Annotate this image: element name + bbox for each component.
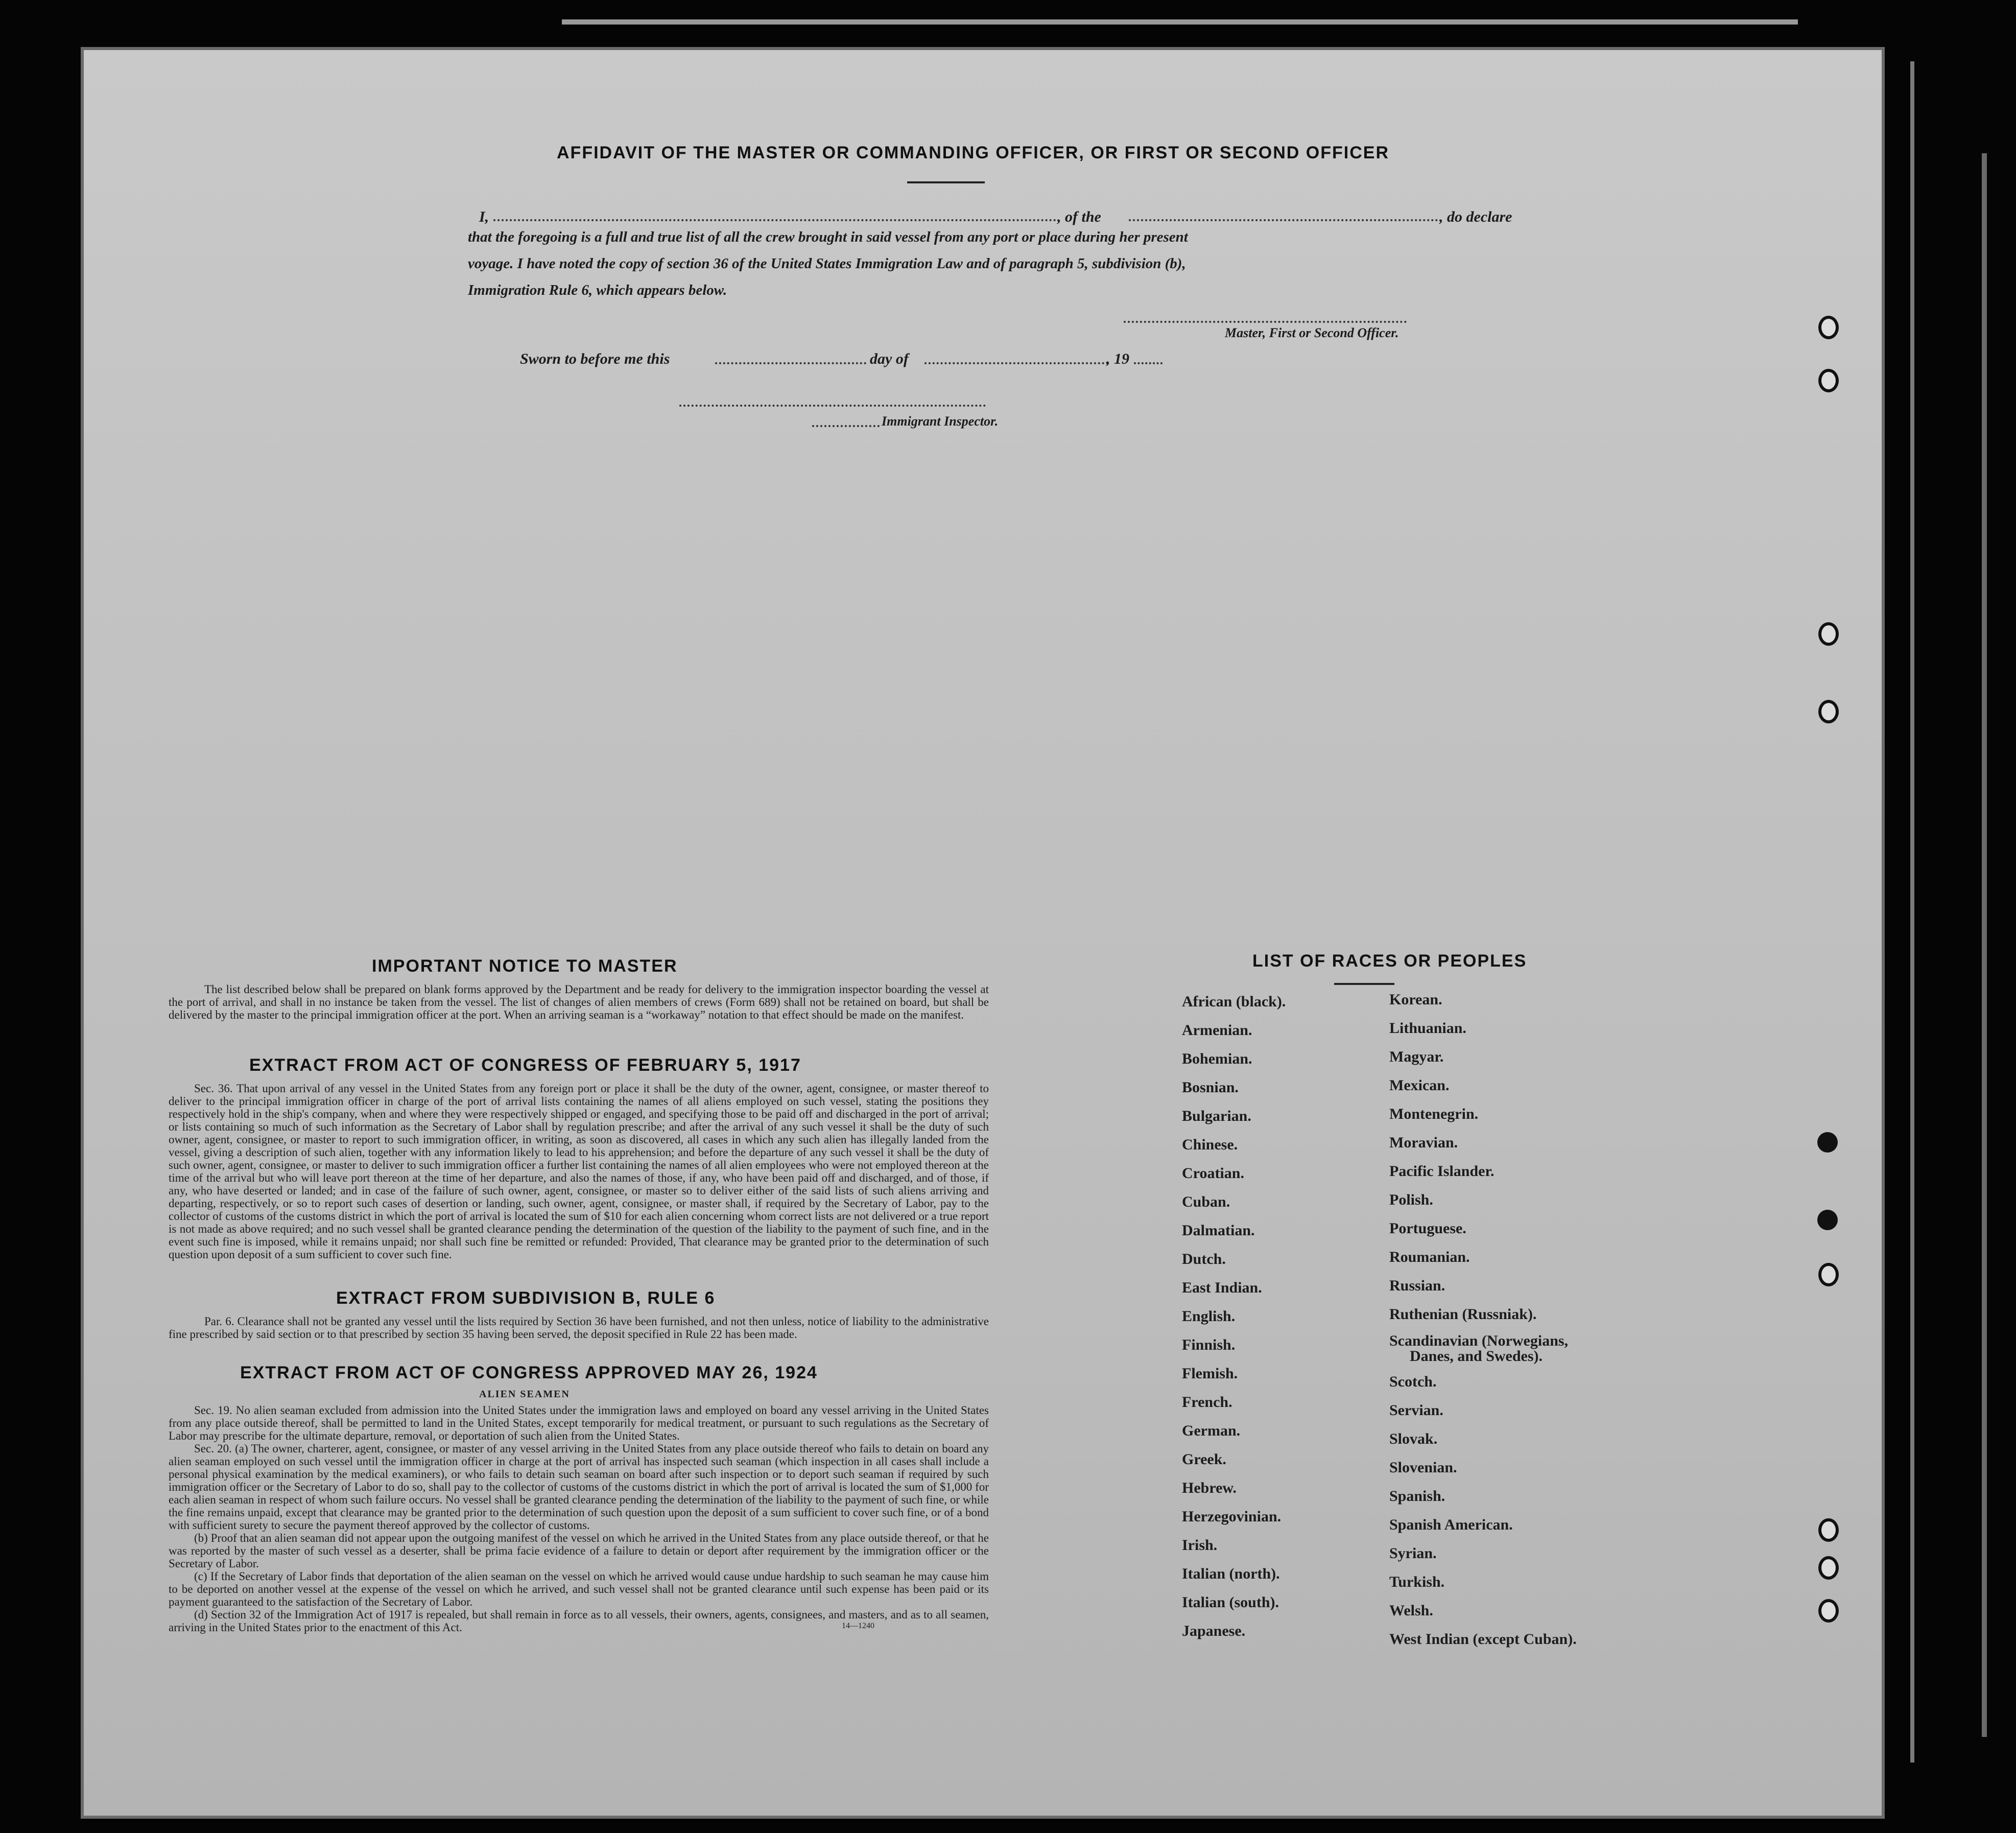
race-item: Scandinavian (Norwegians, <box>1389 1332 1569 1349</box>
race-item: Russian. <box>1389 1277 1445 1294</box>
race-item: Slovak. <box>1389 1430 1438 1447</box>
bleed-through-header <box>1521 124 1528 152</box>
extract-1924-sec20d: (d) Section 32 of the Immigration Act of 1917 is repealed, but shall remain in force as to all vessels, their owners, agents, consignees, and masters, and as to all seamen, arriving in the United States prior to the enactment of this Act. <box>169 1608 989 1634</box>
race-item: Irish. <box>1182 1537 1218 1554</box>
race-item: Herzegovinian. <box>1182 1508 1282 1525</box>
affidavit-name-blank[interactable] <box>493 219 1056 221</box>
binder-hole <box>1818 1518 1839 1542</box>
extract-1917-text: Sec. 36. That upon arrival of any vessel in the United States from any foreign port or place it shall be the duty of the owner, agent, consignee, or master thereof to deliver to the principal immigration officer in charge of the port of arrival lists containing the names of all aliens employed on such vessel, stating the positions they respectively hold in the ship's company, when and where they were respectively shipped or engaged, and specifying those to be paid off and discharged in the port of arrival; or lists containing so much of such information as the Secretary of Labor shall by regulation prescribe; and after the arrival of any such vessel it shall be the duty of such owner, agent, consignee, or master to report to such immigration officer, in writing, as soon as discovered, all cases in which any such alien has illegally landed from the vessel, giving a description of such alien, together with any information likely to lead to his apprehension; and before the departure of any such vessel it shall be the duty of such owner, agent, consignee, or master to deliver to such immigration officer a further list containing the names of all alien employees who were not employed thereon at the time of the arrival but who will leave port thereon at the time of her departure, and also the names of those, if any, who have been paid off and discharged, and of those, if any, who have deserted or landed; and in case of the failure of such owner, agent, consignee, or master so to deliver either of the said lists of such aliens arriving and departing, respectively, or so to report such cases of desertion or landing, such owner, agent, consignee, or master shall, if required by the Secretary of Labor, pay to the collector of customs of the customs district in which the port of arrival is located the sum of $10 for each alien concerning whom correct lists are not delivered or a true report is not made as above required; and no such vessel shall be granted clearance pending the determination of the question of the liability to the payment of such fine, and in the event such fine is imposed, while it remains unpaid; nor shall such fine be remitted or refunded: Provided, That clearance may be granted prior to the determination of such question upon deposit of a sum sufficient to cover such fine. <box>169 1082 989 1261</box>
race-item: Korean. <box>1389 991 1442 1008</box>
races-left-column <box>1182 993 1396 1708</box>
race-item: Ruthenian (Russniak). <box>1389 1306 1537 1323</box>
binder-hole <box>1818 1263 1839 1286</box>
punch-mark <box>1817 1132 1838 1153</box>
races-title-rule <box>1334 983 1394 985</box>
race-item: English. <box>1182 1308 1236 1325</box>
extract-1924-subtitle: ALIEN SEAMEN <box>479 1389 570 1400</box>
race-item: Polish. <box>1389 1191 1433 1208</box>
race-item: Flemish. <box>1182 1365 1238 1382</box>
race-item: African (black). <box>1182 993 1286 1010</box>
race-item: Dalmatian. <box>1182 1222 1255 1239</box>
race-item: Lithuanian. <box>1389 1020 1466 1037</box>
race-item-continuation: Danes, and Swedes). <box>1410 1348 1543 1365</box>
inspector-prefix-blank <box>812 425 880 427</box>
signature-label: Master, First or Second Officer. <box>1225 325 1399 340</box>
races-title: LIST OF RACES OR PEOPLES <box>1252 951 1527 971</box>
frame-edge-right <box>1910 61 1914 1763</box>
day-of-label: day of <box>870 350 909 367</box>
binder-hole <box>1818 700 1839 723</box>
race-item: Welsh. <box>1389 1602 1433 1619</box>
race-item: Spanish American. <box>1389 1516 1513 1533</box>
affidavit-of-the-label: , of the <box>1057 208 1101 225</box>
sworn-year-blank[interactable] <box>1134 362 1163 364</box>
year-prefix-label: , 19 <box>1106 350 1129 367</box>
extract-1924-sec19: Sec. 19. No alien seaman excluded from admission into the United States under the immigration laws and employed on board any vessel arriving in the United States from any place outside thereof, shall be permitted to land in the United States, except temporarily for medical treatment, or pursuant to such regulations as the Secretary of Labor may prescribe for the ultimate departure, removal, or deportation of such alien from the United States. <box>169 1404 989 1442</box>
inspector-label: Immigrant Inspector. <box>882 414 999 429</box>
race-item: Chinese. <box>1182 1136 1238 1153</box>
binder-hole <box>1818 369 1839 392</box>
extract-rule6-title: EXTRACT FROM SUBDIVISION B, RULE 6 <box>336 1288 716 1308</box>
affidavit-declaration-line-2: voyage. I have noted the copy of section 36 of the United States Immigration Law and of paragraph 5, subdivision (b), <box>468 255 1186 272</box>
binder-hole <box>1818 316 1839 339</box>
race-item: Turkish. <box>1389 1573 1445 1590</box>
affidavit-declaration-line-3: Immigration Rule 6, which appears below. <box>468 282 727 298</box>
race-item: Armenian. <box>1182 1022 1252 1039</box>
extract-1924-title: EXTRACT FROM ACT OF CONGRESS APPROVED MAY 26, 1924 <box>240 1363 818 1382</box>
inspector-signature-blank[interactable] <box>679 405 986 407</box>
extract-rule6-text: Par. 6. Clearance shall not be granted any vessel until the lists required by Section 36 have been furnished, and not then unless, notice of liability to the administrative fine prescribed by said section or to that prescribed by section 35 having been served, the deposit specified in Rule 22 has been made. <box>169 1315 989 1341</box>
race-item: Roumanian. <box>1389 1249 1470 1265</box>
race-item: French. <box>1182 1394 1232 1411</box>
race-item: Bosnian. <box>1182 1079 1239 1096</box>
race-item: German. <box>1182 1422 1241 1439</box>
race-item: Japanese. <box>1182 1623 1246 1639</box>
race-item: Hebrew. <box>1182 1479 1237 1496</box>
race-item: Moravian. <box>1389 1134 1458 1151</box>
race-item: Spanish. <box>1389 1488 1445 1505</box>
race-item: Montenegrin. <box>1389 1106 1479 1122</box>
race-item: Bohemian. <box>1182 1050 1252 1067</box>
affidavit-vessel-blank[interactable] <box>1129 219 1438 221</box>
affidavit-title: AFFIDAVIT OF THE MASTER OR COMMANDING OFFICER, OR FIRST OR SECOND OFFICER <box>557 143 1389 162</box>
extract-1924-text <box>169 1404 989 1634</box>
race-item: Servian. <box>1389 1402 1443 1419</box>
signature-blank[interactable] <box>1124 321 1407 323</box>
race-item: Dutch. <box>1182 1251 1226 1267</box>
race-item: Cuban. <box>1182 1193 1230 1210</box>
race-item: Mexican. <box>1389 1077 1450 1094</box>
races-right-column <box>1389 991 1675 1711</box>
sworn-month-blank[interactable] <box>924 362 1108 364</box>
race-item: East Indian. <box>1182 1279 1262 1296</box>
race-item: Portuguese. <box>1389 1220 1466 1237</box>
notice-text: The list described below shall be prepared on blank forms approved by the Department and be ready for delivery to the immigration inspector boarding the vessel at the port of arrival, and shall in no instance be taken from the vessel. The list of changes of alien members of crews (Form 689) shall not be retained on board, but shall be delivered by the master to the principal immigration officer at the port. When an arriving seaman is a “workaway” notation to that effect should be made on the manifest. <box>169 983 989 1021</box>
race-item: Slovenian. <box>1389 1459 1457 1476</box>
sworn-day-blank[interactable] <box>715 362 866 364</box>
extract-1924-sec20a: Sec. 20. (a) The owner, charterer, agent, consignee, or master of any vessel arriving in the United States from any place outside thereof who fails to detain on board any alien seaman employed on such vessel until the immigration officer in charge at the port of arrival has inspected such seaman (which inspection in all cases shall include a personal physical examination by the medical examiners), or who fails to detain such seaman on board after such inspection or to deport such seaman if required by such immigration officer or the Secretary of Labor to do so, shall pay to the collector of customs of the customs district in which the port of arrival is located the sum of $1,000 for each alien seaman in respect of whom such failure occurs. No vessel shall be granted clearance pending the determination of the liability to the payment of such fine, or while the fine remains unpaid, except that clearance may be granted prior to the determination of such question upon the deposit of a sum sufficient to cover such fine, or of a bond with sufficient surety to secure the payment thereof approved by the collector of customs. <box>169 1442 989 1532</box>
race-item: West Indian (except Cuban). <box>1389 1631 1577 1648</box>
extract-1924-sec20b: (b) Proof that an alien seaman did not appear upon the outgoing manifest of the vessel on which he arrived in the United States from any place outside thereof, or that he was reported by the master of such vessel as a deserter, shall be prima facie evidence of a failure to detain or deport after requirement by the immigration officer or the Secretary of Labor. <box>169 1532 989 1570</box>
form-number: 14—1240 <box>842 1622 874 1630</box>
binder-hole <box>1818 1556 1839 1580</box>
binder-hole <box>1818 622 1839 646</box>
race-item: Syrian. <box>1389 1545 1437 1562</box>
extract-1917-title: EXTRACT FROM ACT OF CONGRESS OF FEBRUARY 5, 1917 <box>249 1055 801 1075</box>
frame-edge-far-right <box>1982 153 1987 1737</box>
affidavit-i-label: I, <box>479 208 489 225</box>
race-item: Greek. <box>1182 1451 1226 1468</box>
extract-1924-sec20c: (c) If the Secretary of Labor finds that deportation of the alien seaman on the vessel on which he arrived would cause undue hardship to such seaman he may cause him to be deported on another vessel at the expense of the vessel on which he arrived, and such vessel shall not be granted clearance until such expense has been paid or its payment guaranteed to the satisfaction of the Secretary of Labor. <box>169 1570 989 1608</box>
race-item: Magyar. <box>1389 1048 1444 1065</box>
affidavit-declaration-line-1: that the foregoing is a full and true list of all the crew brought in said vessel from any port or place during her present <box>468 229 1188 245</box>
affidavit-title-rule <box>907 181 985 183</box>
race-item: Scotch. <box>1389 1373 1437 1390</box>
notice-title: IMPORTANT NOTICE TO MASTER <box>372 956 678 976</box>
race-item: Pacific Islander. <box>1389 1163 1495 1180</box>
binder-hole <box>1818 1599 1839 1623</box>
sworn-label: Sworn to before me this <box>520 350 670 367</box>
race-item: Bulgarian. <box>1182 1108 1251 1124</box>
frame-edge-top <box>562 19 1798 25</box>
race-item: Croatian. <box>1182 1165 1244 1182</box>
document-page <box>81 47 1885 1819</box>
race-item: Italian (north). <box>1182 1565 1280 1582</box>
affidavit-do-declare-label: , do declare <box>1439 208 1512 225</box>
punch-mark <box>1817 1210 1838 1230</box>
race-item: Italian (south). <box>1182 1594 1279 1611</box>
race-item: Finnish. <box>1182 1336 1236 1353</box>
